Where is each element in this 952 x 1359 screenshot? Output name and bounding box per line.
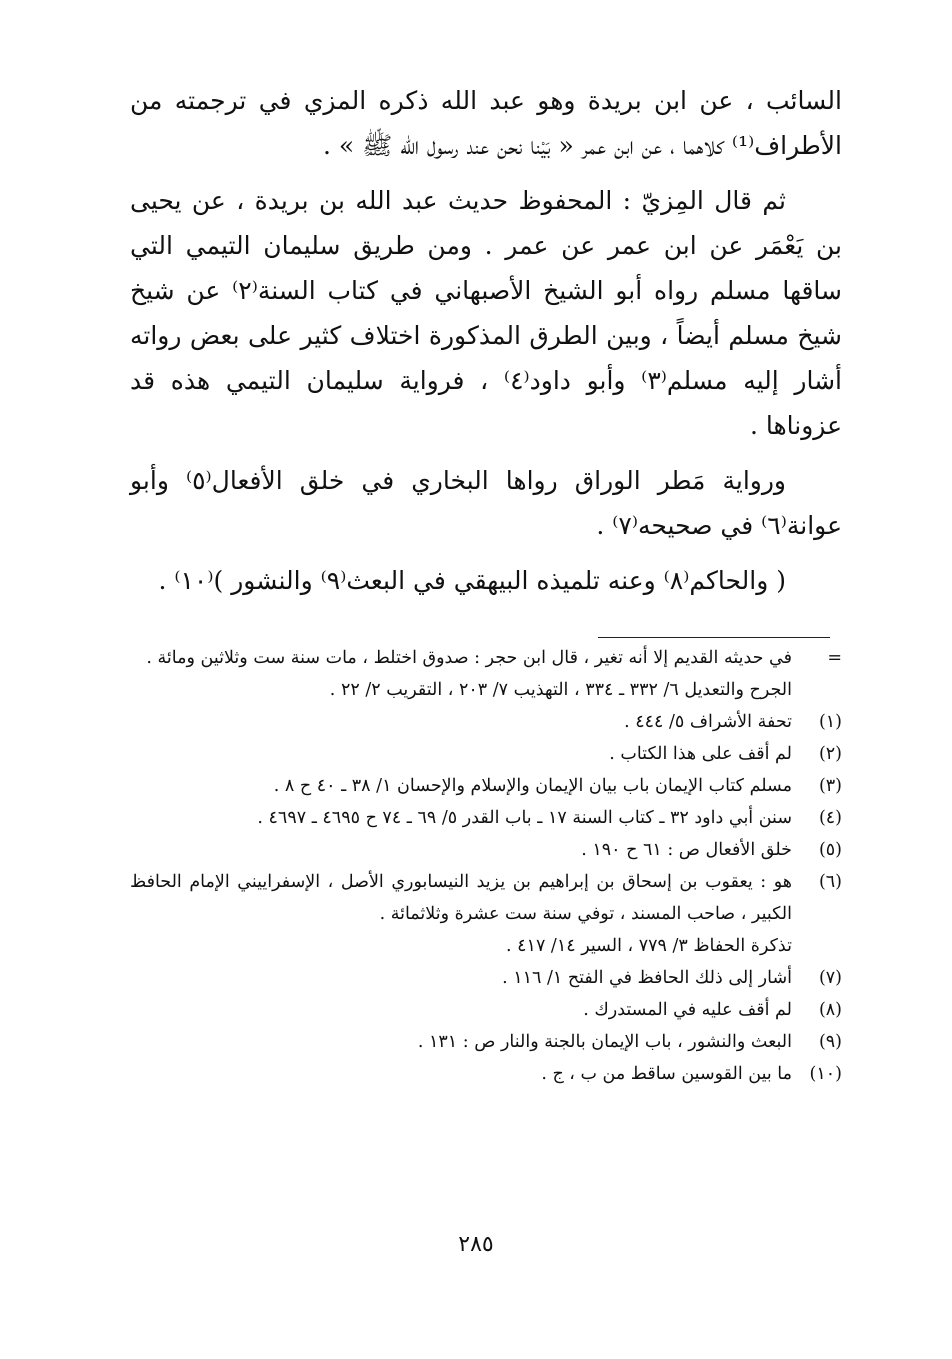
- footnote-number: (٧): [818, 968, 842, 988]
- footnote-1: [130, 706, 842, 738]
- footnote-number: (٣): [818, 776, 842, 796]
- footnote-text: هو : يعقوب بن إسحاق بن إبراهيم بن يزيد النيسابوري الأصل ، الإسفراييني الإمام الحافظ الكبير ، صاحب المسند ، توفي سنة ست عشرة وثلاثمائة .: [130, 872, 792, 924]
- footnote-number: (٢): [818, 744, 842, 764]
- footnote-separator: [598, 637, 830, 638]
- footnote-number: (١٠): [809, 1064, 842, 1084]
- footnote-4: [130, 802, 842, 834]
- paragraph-3: ورواية مَطر الوراق رواها البخاري في خلق الأفعال⁽٥⁾ وأبو عوانة⁽٦⁾ في صحيحه⁽٧⁾ .: [130, 466, 842, 540]
- footnote-text: مسلم كتاب الإيمان باب بيان الإيمان والإسلام والإحسان ١/ ٣٨ ـ ٤٠ ح ٨ .: [273, 776, 792, 796]
- footnote-text: أشار إلى ذلك الحافظ في الفتح ١/ ١١٦ .: [502, 968, 792, 988]
- footnote-text: تحفة الأشراف ٥/ ٤٤٤ .: [624, 712, 792, 732]
- footnote-text: خلق الأفعال ص : ٦١ ح ١٩٠ .: [581, 840, 792, 860]
- footnote-continuation: [130, 642, 842, 674]
- footnote-6: [130, 866, 842, 930]
- footnote-text: سنن أبي داود ٣٢ ـ كتاب السنة ١٧ ـ باب القدر ٥/ ٦٩ ـ ٧٤ ح ٤٦٩٥ ـ ٤٦٩٧ .: [257, 808, 792, 828]
- footnote-text: ما بين القوسين ساقط من ب ، ج .: [541, 1064, 792, 1084]
- footnote-number: (٩): [818, 1032, 842, 1052]
- page-number: ٢٨٥: [458, 1232, 494, 1257]
- footnote-10: [130, 1058, 842, 1090]
- continuation-marker: =: [827, 648, 842, 668]
- footnote-number: (١): [818, 712, 842, 732]
- paragraph-4: ( والحاكم⁽٨⁾ وعنه تلميذه البيهقي في البعث⁽٩⁾ والنشور )⁽١٠⁾ .: [158, 566, 786, 595]
- footnotes: [130, 642, 842, 1090]
- footnote-8: [130, 994, 842, 1026]
- footnote-number: (٤): [818, 808, 842, 828]
- footnote-text: لم أقف على هذا الكتاب .: [609, 744, 792, 764]
- footnote-3: [130, 770, 842, 802]
- footnote-text: البعث والنشور ، باب الإيمان بالجنة والنار ص : ١٣١ .: [417, 1032, 792, 1052]
- footnote-7: [130, 962, 842, 994]
- continuation-references: الجرح والتعديل ٦/ ٣٣٢ ـ ٣٣٤ ، التهذيب ٧/ ٢٠٣ ، التقريب ٢/ ٢٢ .: [329, 680, 792, 700]
- footnote-6-references: تذكرة الحفاظ ٣/ ٧٧٩ ، السير ١٤/ ٤١٧ .: [506, 936, 792, 956]
- paragraph-1: السائب ، عن ابن بريدة وهو عبد الله ذكره المزي في ترجمته من الأطراف⁽¹⁾ كلاهما ، عن ابن عمر « بَيْنا نحن عند رسول الله ﷺ » .: [130, 86, 842, 160]
- footnote-text: لم أقف عليه في المستدرك .: [583, 1000, 792, 1020]
- footnote-5: [130, 834, 842, 866]
- footnote-number: (٥): [818, 840, 842, 860]
- footnote-9: [130, 1026, 842, 1058]
- footnote-number: (٦): [818, 872, 842, 892]
- continuation-text: في حديثه القديم إلا أنه تغير ، قال ابن حجر : صدوق اختلط ، مات سنة ست وثلاثين ومائة .: [146, 648, 792, 668]
- footnote-number: (٨): [818, 1000, 842, 1020]
- paragraph-2: ثم قال المِزيّ : المحفوظ حديث عبد الله بن بريدة ، عن يحيى بن يَعْمَر عن ابن عمر عن عمر . ومن طريق سليمان التيمي التي ساقها مسلم رواه أبو الشيخ الأصبهاني في كتاب السنة⁽٢⁾ عن شيخ شيخ مسلم أيضاً ، وبين الطرق المذكورة اختلاف كثير على بعض رواته أشار إليه مسلم⁽٣⁾ وأبو داود⁽٤⁾ ، فرواية سليمان التيمي هذه قد عزوناها .: [130, 186, 842, 440]
- main-text: [130, 78, 842, 613]
- footnote-2: [130, 738, 842, 770]
